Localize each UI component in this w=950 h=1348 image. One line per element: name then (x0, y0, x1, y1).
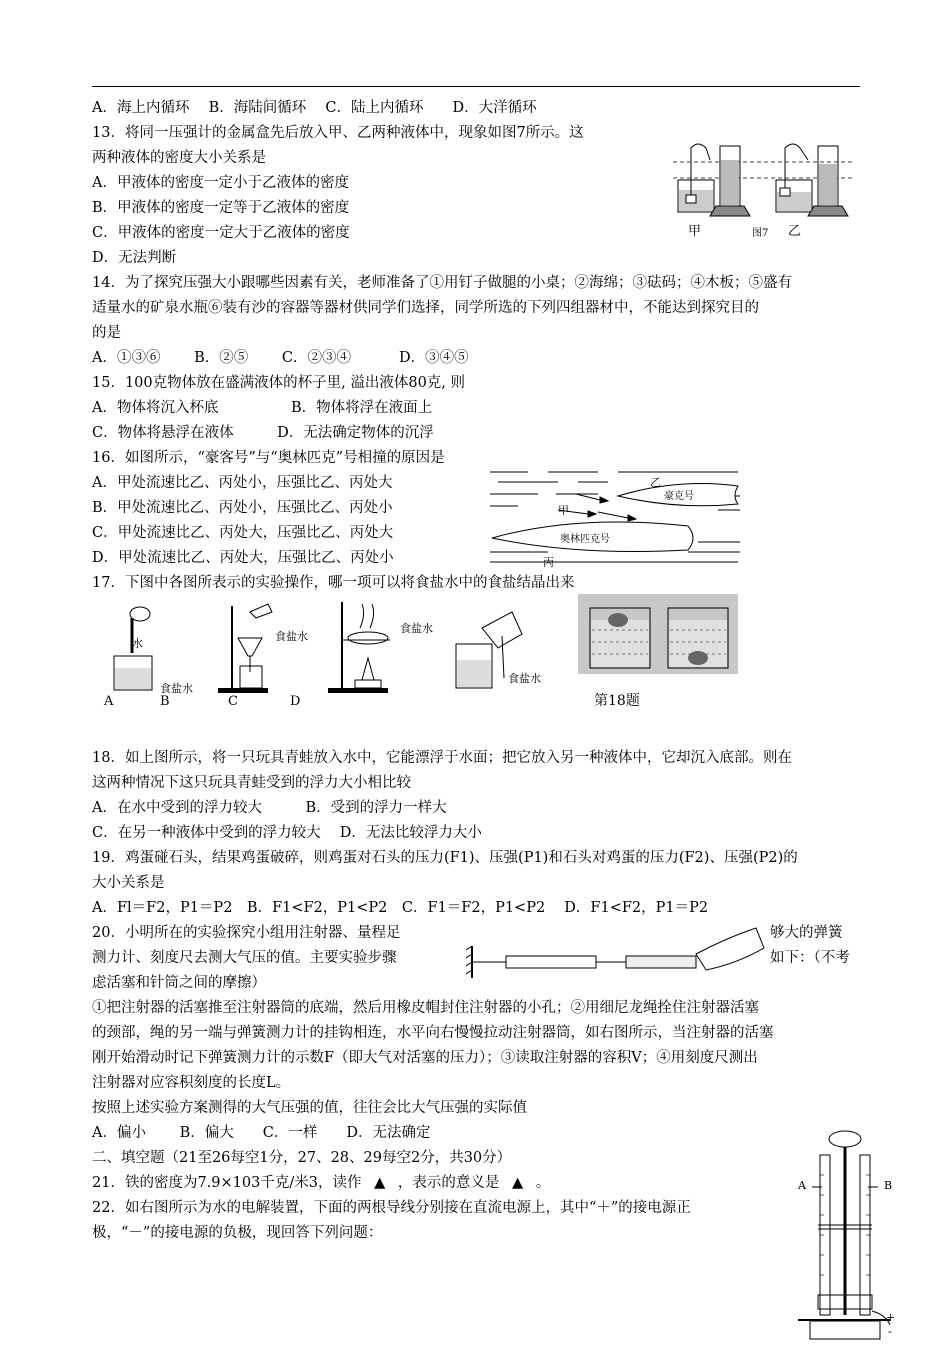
q17-figure-experiments (100, 598, 580, 713)
q17-label-saltwater-d: 食盐水 (508, 672, 541, 685)
q14-stem-line2: 适量水的矿泉水瓶⑥装有沙的容器等器材供同学们选择，同学所选的下列四组器材中，不能达到探究目的 (92, 300, 759, 316)
q21-text-mid: ，表示的意义是 (397, 1175, 500, 1191)
section2-title: 二、填空题（21至26每空1分，27、28、29每空2分，共30分） (92, 1150, 512, 1166)
q16-option-c: C．甲处流速比乙、丙处大，压强比乙、丙处大 (92, 525, 394, 541)
q16-label-jia: 甲 (558, 504, 569, 517)
q20-paragraph-line1: ①把注射器的活塞推至注射器筒的底端，然后用橡皮帽封住注射器的小孔；②用细尼龙绳拴住注射器活塞 (92, 1000, 759, 1016)
q16-stem: 16．如图所示，“豪客号”与“奥林匹克”号相撞的原因是 (92, 450, 445, 466)
q20-figure-syringe (466, 918, 766, 982)
q13-figure-pressure-gauge (668, 140, 858, 240)
q21-line (92, 1173, 550, 1193)
q16-figure-ship-collision (488, 466, 743, 570)
q14-options: A．①③⑥ B．②⑤ C．②③④ D．③④⑤ (92, 350, 469, 366)
q16-option-d: D．甲处流速比乙、丙处大，压强比乙、丙处小 (92, 550, 394, 566)
q22-stem-line2: 极，“－”的接电源的负极，现回答下列问题： (92, 1225, 383, 1241)
q13-label-yi: 乙 (788, 224, 802, 239)
q16-label-haoke: 豪克号 (664, 491, 694, 502)
q19-stem-line2: 大小关系是 (92, 875, 165, 891)
q14-stem-line3: 的是 (92, 325, 121, 341)
q20-options: A．偏小 B．偏大 C．一样 D．无法确定 (92, 1125, 431, 1141)
q16-label-aolinpike: 奥林匹克号 (560, 534, 610, 545)
q14-stem-line1: 14．为了探究压强大小跟哪些因素有关，老师准备了①用钉子做腿的小桌；②海绵；③砝码；④木板；⑤盛有 (92, 275, 792, 291)
q13-option-b: B．甲液体的密度一定等于乙液体的密度 (92, 200, 350, 216)
q17-label-water: 水 (132, 637, 143, 650)
q13-label-jia: 甲 (688, 224, 702, 239)
q18-figure-caption: 第18题 (594, 693, 640, 709)
q22-label-a: A (798, 1179, 806, 1192)
q17-label-saltwater-b: 食盐水 (275, 630, 308, 643)
q16-label-bing: 丙 (543, 556, 554, 569)
q20-line2-left: 测力计、刻度尺去测大气压的值。主要实验步骤 (92, 950, 397, 966)
q21-answer-blank-1[interactable]: ▲ (374, 1175, 386, 1191)
q20-line2-right: 如下：（不考 (770, 950, 850, 966)
header-rule (92, 86, 860, 87)
q21-answer-blank-2[interactable]: ▲ (511, 1175, 524, 1191)
q16-option-a: A．甲处流速比乙、丙处小，压强比乙、丙处大 (92, 475, 393, 491)
q18-figure-frogs (578, 594, 738, 674)
q17-stem: 17．下图中各图所表示的实验操作，哪一项可以将食盐水中的食盐结晶出来 (92, 575, 575, 591)
q13-stem-line2: 两种液体的密度大小关系是 (92, 150, 266, 166)
q15-options-ab: A．物体将沉入杯底 B．物体将浮在液面上 (92, 400, 433, 416)
q15-options-cd: C．物体将悬浮在液体 D．无法确定物体的沉浮 (92, 425, 434, 441)
q18-options-cd: C．在另一种液体中受到的浮力较大 D．无法比较浮力大小 (92, 825, 482, 841)
q19-options: A．Fl＝F2，P1＝P2 B．F1<F2，P1<P2 C．F1＝F2，P1<P2 D．F1<F2，P1＝P2 (92, 900, 709, 916)
q16-option-b: B．甲处流速比乙、丙处小，压强比乙、丙处小 (92, 500, 393, 516)
q13-option-d: D．无法判断 (92, 250, 177, 266)
q21-text-end: 。 (535, 1175, 551, 1191)
q22-label-b: B (884, 1179, 893, 1192)
q22-label-minus: - (888, 1325, 892, 1338)
q22-figure-electrolysis (790, 1125, 902, 1344)
q19-stem-line1: 19．鸡蛋碰石头，结果鸡蛋破碎，则鸡蛋对石头的压力(F1)、压强(P1)和石头对鸡蛋的压力(F2)、压强(P2)的 (92, 850, 798, 866)
q18-stem-line2: 这两种情况下这只玩具青蛙受到的浮力大小相比较 (92, 775, 411, 791)
q12-options: A．海上内循环 B．海陆间循环 C．陆上内循环 D．大洋循环 (92, 100, 537, 116)
q20-paragraph-line5: 按照上述实验方案测得的大气压强的值，往往会比大气压强的实际值 (92, 1100, 527, 1116)
q17-label-d: D (290, 694, 301, 709)
q20-paragraph-line4: 注射器对应容积刻度的长度L。 (92, 1075, 291, 1091)
q21-text-pre: 21．铁的密度为7.9×103千克/米3，读作 (92, 1175, 362, 1191)
q20-line3: 虑活塞和针筒之间的摩擦） (92, 975, 266, 991)
q17-label-saltwater-c: 食盐水 (400, 622, 433, 635)
q13-label-fig7: 图7 (752, 228, 769, 239)
q20-paragraph-line2: 的颈部，绳的另一端与弹簧测力计的挂钩相连，水平向右慢慢拉动注射器筒，如右图所示，当注射器的活塞 (92, 1025, 774, 1041)
q18-stem-line1: 18．如上图所示，将一只玩具青蛙放入水中，它能漂浮于水面；把它放入另一种液体中，它却沉入底部。则在 (92, 750, 792, 766)
q18-options-ab: A．在水中受到的浮力较大 B．受到的浮力一样大 (92, 800, 447, 816)
q22-label-plus: + (886, 1311, 896, 1324)
q17-label-a: A (104, 694, 114, 709)
q17-label-saltwater-a: 食盐水 (160, 682, 193, 695)
q15-stem: 15．100克物体放在盛满液体的杯子里, 溢出液体80克, 则 (92, 375, 466, 391)
q16-label-yi: 乙 (650, 476, 661, 489)
q13-stem-line1: 13．将同一压强计的金属盒先后放入甲、乙两种液体中，现象如图7所示。这 (92, 125, 584, 141)
q17-label-c: C (228, 694, 238, 709)
q20-line1-left: 20．小明所在的实验探究小组用注射器、量程足 (92, 925, 401, 941)
q20-line1-right: 够大的弹簧 (770, 925, 843, 941)
q17-label-b: B (160, 694, 170, 709)
q13-option-c: C．甲液体的密度一定大于乙液体的密度 (92, 225, 350, 241)
q13-option-a: A．甲液体的密度一定小于乙液体的密度 (92, 175, 349, 191)
q20-paragraph-line3: 刚开始滑动时记下弹簧测力计的示数F（即大气对活塞的压力）；③读取注射器的容积V；④用刻度尺测出 (92, 1050, 758, 1066)
q22-stem-line1: 22．如右图所示为水的电解装置，下面的两根导线分别接在直流电源上，其中“＋”的接电源正 (92, 1200, 691, 1216)
